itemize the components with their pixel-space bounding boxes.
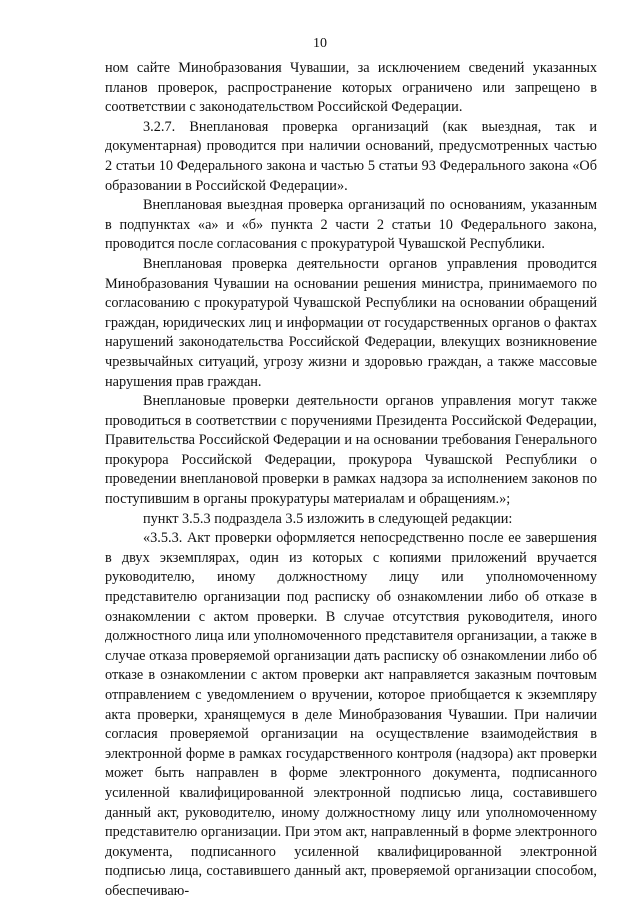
paragraph-3-5-3: «3.5.3. Акт проверки оформляется непосредственно после ее завершения в двух экземплярах, один из которых с копиями приложений вручается руководителю, иному должностному лицу или уполномоченному представителю организации под расписку об ознакомлении либо об отказе в ознакомлении с актом проверки. В случае отсутствия руководителя, иного должностного лица или уполномоченного представителя организации, а также в случае отказа проверяемой организации дать расписку об ознакомлении либо об отказе в ознакомлении с актом проверки акт направляется заказным почтовым отправлением с уведомлением о вручении, которое приобщается к экземпляру акта проверки, хранящемуся в деле Минобразования Чувашии. При наличии согласия проверяемой организации на осуществление взаимодействия в электронной форме в рамках государственного контроля (надзора) акт проверки может быть направлен в форме электронного документа, подписанного усиленной квалифицированной электронной подписью лица, составившего данный акт, руководителю, иному должностному лицу или уполномоченному представителю организации. При этом акт, направленный в форме электронного документа, подписанного усиленной квалифицированной электронной подписью лица, составившего данный акт, проверяемой организации способом, обеспечиваю- [105, 530, 597, 899]
paragraph-amendment-instruction: пункт 3.5.3 подраздела 3.5 изложить в следующей редакции: [143, 510, 513, 527]
paragraph-management-bodies-inspection: Внеплановая проверка деятельности органов управления проводится Минобразования Чувашии на основании решения министра, принимаемого по согласованию с прокуратурой Чувашской Республики на основании обращений граждан, юридических лиц и информации от государственных органов о фактах нарушений законодательства Российской Федерации, влекущих возникновение чрезвычайных ситуаций, угрозу жизни и здоровью граждан, а также массовые нарушения прав граждан. [105, 255, 597, 390]
paragraph-unscheduled-by-orders: Внеплановые проверки деятельности органов управления могут также проводиться в соответствии с поручениями Президента Российской Федерации, Правительства Российской Федерации и на основании требования Генерального прокурора Российской Федерации, прокурора Чувашской Республики о проведении внеплановой проверки в рамках надзора за исполнением законов по поступившим в органы прокуратуры материалам и обращениям.»; [105, 393, 597, 508]
paragraph-unscheduled-onsite: Внеплановая выездная проверка организаций по основаниям, указанным в подпунктах «а» и «б» пункта 2 части 2 статьи 10 Федерального закона, проводится после согласования с прокуратурой Чувашской Республики. [105, 197, 597, 253]
page-number: 10 [313, 36, 327, 51]
document-body [105, 59, 597, 902]
paragraph-continuation: ном сайте Минобразования Чувашии, за исключением сведений указанных планов проверок, распространение которых ограничено или запрещено в соответствии с законодательством Российской Федерации. [105, 60, 597, 116]
paragraph-3-2-7: 3.2.7. Внеплановая проверка организаций (как выездная, так и документарная) проводится при наличии оснований, предусмотренных частью 2 статьи 10 Федерального закона и частью 5 статьи 93 Федерального закона «Об образовании в Российской Федерации». [105, 118, 597, 194]
